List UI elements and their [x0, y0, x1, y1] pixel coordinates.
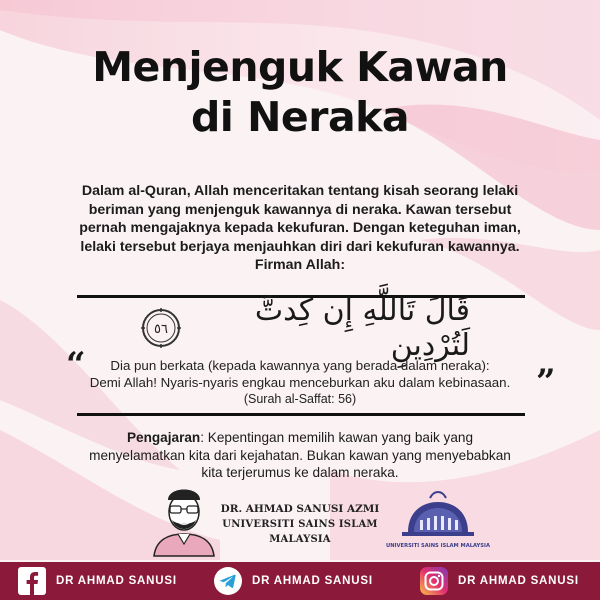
translation-line: Demi Allah! Nyaris-nyaris engkau menceburkan aku dalam kebinasaan. [89, 375, 511, 390]
instagram-label: DR AHMAD SANUSI [458, 575, 579, 587]
lesson-label: Pengajaran [126, 430, 201, 445]
telegram-label: DR AHMAD SANUSI [252, 575, 373, 587]
facebook-icon [18, 567, 46, 595]
ayah-number: ٥٦ [154, 322, 168, 337]
telegram-link[interactable] [214, 567, 373, 595]
facebook-label: DR AHMAD SANUSI [56, 575, 177, 587]
intro-line: Dalam al-Quran, Allah menceritakan tentang kisah seorang lelaki [81, 183, 519, 199]
instagram-link[interactable] [420, 567, 579, 595]
verse-translation [60, 357, 540, 391]
verse-source: (Surah al-Saffat: 56) [243, 392, 357, 406]
divider-bottom [77, 413, 525, 416]
ayah-number-mark [140, 307, 182, 349]
author-university: UNIVERSITI SAINS ISLAM MALAYSIA [222, 519, 378, 545]
quote-open-mark: “ [66, 345, 86, 385]
logo-caption: UNIVERSITI SAINS ISLAM MALAYSIA [386, 543, 490, 549]
intro-paragraph [55, 182, 545, 275]
quote-close-mark: ” [536, 362, 556, 402]
quran-verse [140, 293, 470, 363]
social-footer [0, 562, 600, 600]
author-name: DR. AHMAD SANUSI AZMI [220, 503, 380, 515]
author-block [200, 502, 400, 547]
translation-line: Dia pun berkata (kepada kawannya yang berada dalam neraka): [110, 358, 490, 373]
instagram-icon [420, 567, 448, 595]
title-line-2: di Neraka [190, 93, 410, 141]
intro-line: beriman yang menjenguk kawannya di neraka. Kawan tersebut [88, 201, 512, 218]
verse-arabic-text: قَالَ تَاللَّهِ إِن كِدتَّ لَتُرْدِينِ [254, 293, 470, 363]
post-title [0, 42, 600, 142]
facebook-link[interactable] [18, 567, 177, 595]
telegram-icon [214, 567, 242, 595]
lesson-paragraph [60, 429, 540, 482]
lesson-line: : Kepentingan memilih kawan yang baik yang [200, 430, 474, 445]
intro-line: Firman Allah: [254, 257, 346, 274]
lesson-line: kita terjerumus ke dalam neraka. [201, 465, 399, 480]
title-line-1: Menjenguk Kawan [92, 43, 508, 91]
intro-line: lelaki tersebut berjaya menjauhkan diri dari kekufuran kawannya. [80, 238, 520, 255]
intro-line: pernah mengajaknya kepada kekufuran. Dengan keteguhan iman, [79, 220, 521, 237]
lesson-line: menyelamatkan kita dari kejahatan. Bukan kawan yang menyebabkan [89, 447, 511, 463]
university-logo [386, 480, 490, 558]
